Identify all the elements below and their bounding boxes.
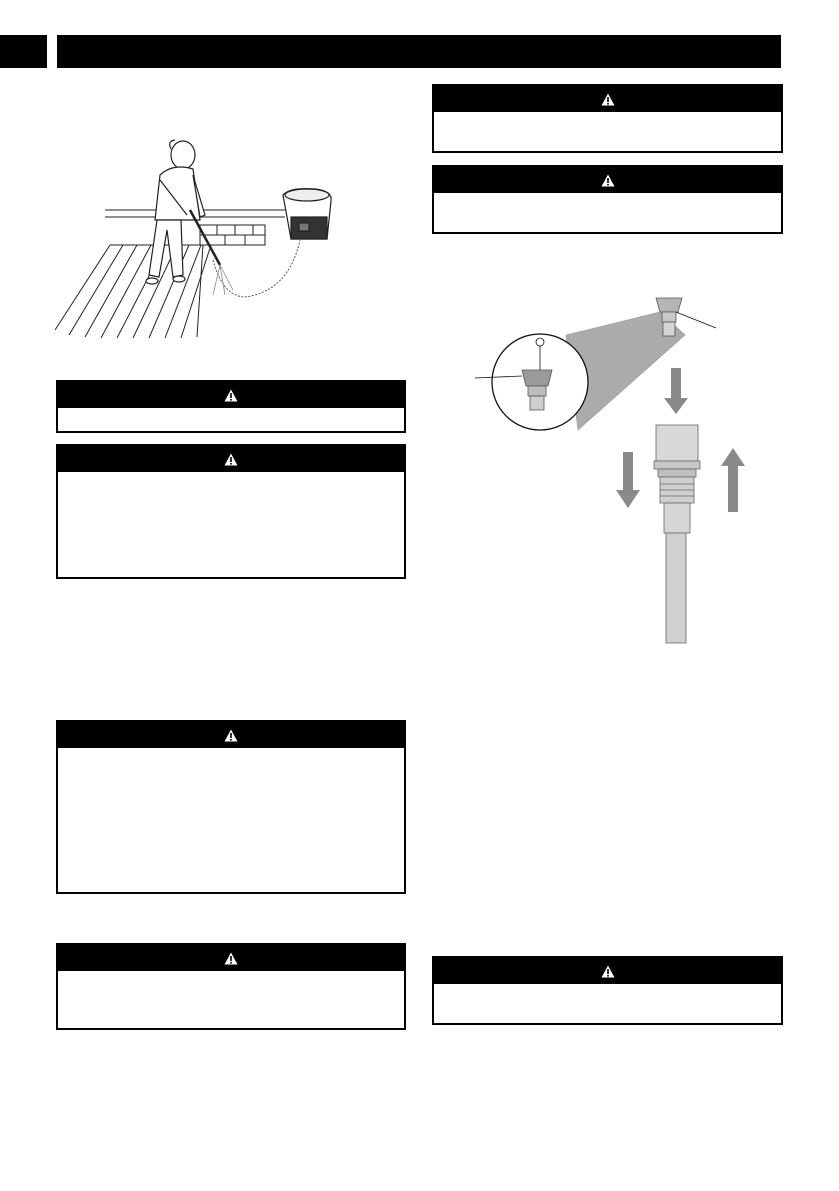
nozzle-attachment-illustration [470,290,750,645]
section-tab [0,35,47,68]
warning-header [58,446,404,472]
title-bar [57,35,781,68]
warning-box [432,84,783,153]
warning-header [58,722,404,748]
warning-box [56,380,406,433]
warning-triangle-icon [601,174,615,187]
warning-header [434,167,781,193]
operator-spraying-illustration [55,135,335,340]
warning-triangle-icon [224,453,238,466]
warning-header [58,945,404,971]
warning-triangle-icon [224,952,238,965]
warning-triangle-icon [601,93,615,106]
warning-triangle-icon [224,389,238,402]
warning-box [56,943,406,1030]
warning-header [434,86,781,112]
warning-triangle-icon [224,729,238,742]
warning-box [56,720,406,894]
warning-header [434,958,781,984]
warning-box [432,165,783,234]
warning-triangle-icon [601,965,615,978]
warning-box [432,956,783,1025]
warning-header [58,382,404,408]
warning-box [56,444,406,579]
